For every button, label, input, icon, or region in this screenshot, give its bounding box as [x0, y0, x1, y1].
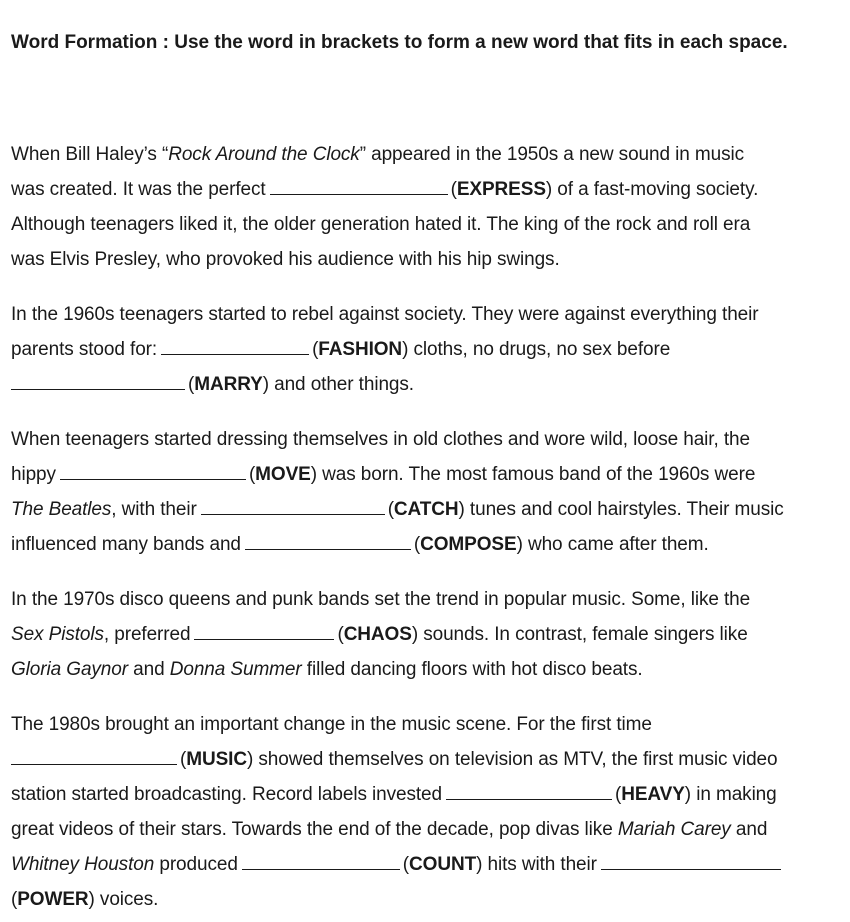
answer-blank-6[interactable] — [245, 535, 411, 550]
text: sounds. In contrast, female singers like — [423, 624, 748, 645]
text: was created. It was the perfect — [11, 179, 266, 200]
text: station started broadcasting. Record labels invested — [11, 784, 442, 805]
text-line: Whitney Houston produced (COUNT) hits with their — [11, 853, 784, 877]
text-line: was Elvis Presley, who provoked his audience with his hip swings. — [11, 249, 560, 270]
base-word: POWER — [17, 889, 89, 910]
text: of a fast-moving society. — [557, 179, 759, 200]
answer-blank-2[interactable] — [161, 340, 309, 355]
answer-blank-11[interactable] — [601, 855, 781, 870]
text: parents stood for: — [11, 339, 158, 360]
base-word: MUSIC — [186, 749, 247, 770]
answer-blank-1[interactable] — [270, 180, 448, 195]
text-line — [11, 658, 643, 682]
band-name: The Beatles — [11, 499, 112, 520]
text-line: In the 1960s teenagers started to rebel against society. They were against everything their — [11, 304, 759, 325]
text: and — [730, 819, 768, 840]
text-line: was created. It was the perfect (EXPRESS) of a fast-moving society. — [11, 179, 759, 200]
text-line: influenced many bands and (COMPOSE) who came after them. — [11, 534, 709, 555]
text-line: The 1980s brought an important change in the music scene. For the first time — [11, 714, 652, 735]
text-line — [11, 143, 744, 167]
answer-blank-7[interactable] — [194, 625, 334, 640]
text: in making — [696, 784, 777, 805]
text-line: Although teenagers liked it, the older generation hated it. The king of the rock and roll era — [11, 214, 751, 235]
text: produced — [154, 854, 238, 875]
text: influenced many bands and — [11, 534, 241, 555]
text-line: parents stood for: (FASHION) cloths, no drugs, no sex before — [11, 339, 671, 360]
text-line: (MARRY) and other things. — [11, 373, 414, 397]
answer-blank-4[interactable] — [60, 465, 246, 480]
text: voices. — [99, 889, 159, 910]
singer-name: Donna Summer — [169, 659, 302, 680]
song-title: Rock Around the Clock — [168, 144, 360, 165]
answer-blank-5[interactable] — [201, 500, 385, 515]
base-word: MOVE — [255, 464, 311, 485]
text: cloths, no drugs, no sex before — [413, 339, 671, 360]
text-line — [11, 818, 767, 842]
page-title: Word Formation : Use the word in brackets to form a new word that fits in each space. — [11, 32, 788, 53]
text-line: Sex Pistols, preferred (CHAOS) sounds. In contrast, female singers like — [11, 624, 748, 645]
answer-blank-3[interactable] — [11, 375, 185, 390]
singer-name: Gloria Gaynor — [11, 659, 128, 680]
band-name: Sex Pistols — [11, 624, 104, 645]
text-line: (MUSIC) showed themselves on television as MTV, the first music video — [11, 748, 777, 772]
text: ” appeared in the 1950s a new sound in music — [359, 144, 745, 165]
text-line: In the 1970s disco queens and punk bands set the trend in popular music. Some, like the — [11, 589, 751, 610]
singer-name: Mariah Carey — [617, 819, 731, 840]
text: and — [127, 659, 170, 680]
text-line: station started broadcasting. Record labels invested (HEAVY) in making — [11, 784, 777, 805]
text: great videos of their stars. Towards the end of the decade, pop divas like — [11, 819, 613, 840]
text: tunes and cool hairstyles. Their music — [469, 499, 784, 520]
text: showed themselves on television as MTV, the first music video — [258, 749, 778, 770]
singer-name: Whitney Houston — [11, 854, 155, 875]
answer-blank-8[interactable] — [11, 750, 177, 765]
text-line: hippy (MOVE) was born. The most famous band of the 1960s were — [11, 464, 756, 485]
base-word: FASHION — [318, 339, 403, 360]
base-word: EXPRESS — [456, 179, 546, 200]
text: was born. The most famous band of the 1960s were — [322, 464, 756, 485]
answer-blank-9[interactable] — [446, 785, 612, 800]
answer-blank-10[interactable] — [242, 855, 400, 870]
base-word: MARRY — [194, 374, 263, 395]
base-word: COUNT — [409, 854, 477, 875]
text: who came after them. — [527, 534, 709, 555]
text: , with their — [111, 499, 197, 520]
text-line: When teenagers started dressing themselves in old clothes and wore wild, loose hair, the — [11, 429, 750, 450]
text: , preferred — [103, 624, 191, 645]
text: and other things. — [274, 374, 414, 395]
base-word: CHAOS — [343, 624, 412, 645]
base-word: CATCH — [393, 499, 459, 520]
text-line: (POWER) voices. — [11, 889, 159, 910]
text: When Bill Haley’s “ — [11, 144, 169, 165]
base-word: COMPOSE — [420, 534, 517, 555]
base-word: HEAVY — [621, 784, 685, 805]
text-line: The Beatles, with their (CATCH) tunes and cool hairstyles. Their music — [11, 499, 784, 520]
text: hits with their — [487, 854, 597, 875]
text: filled dancing floors with hot disco beats. — [301, 659, 643, 680]
text: hippy — [11, 464, 56, 485]
